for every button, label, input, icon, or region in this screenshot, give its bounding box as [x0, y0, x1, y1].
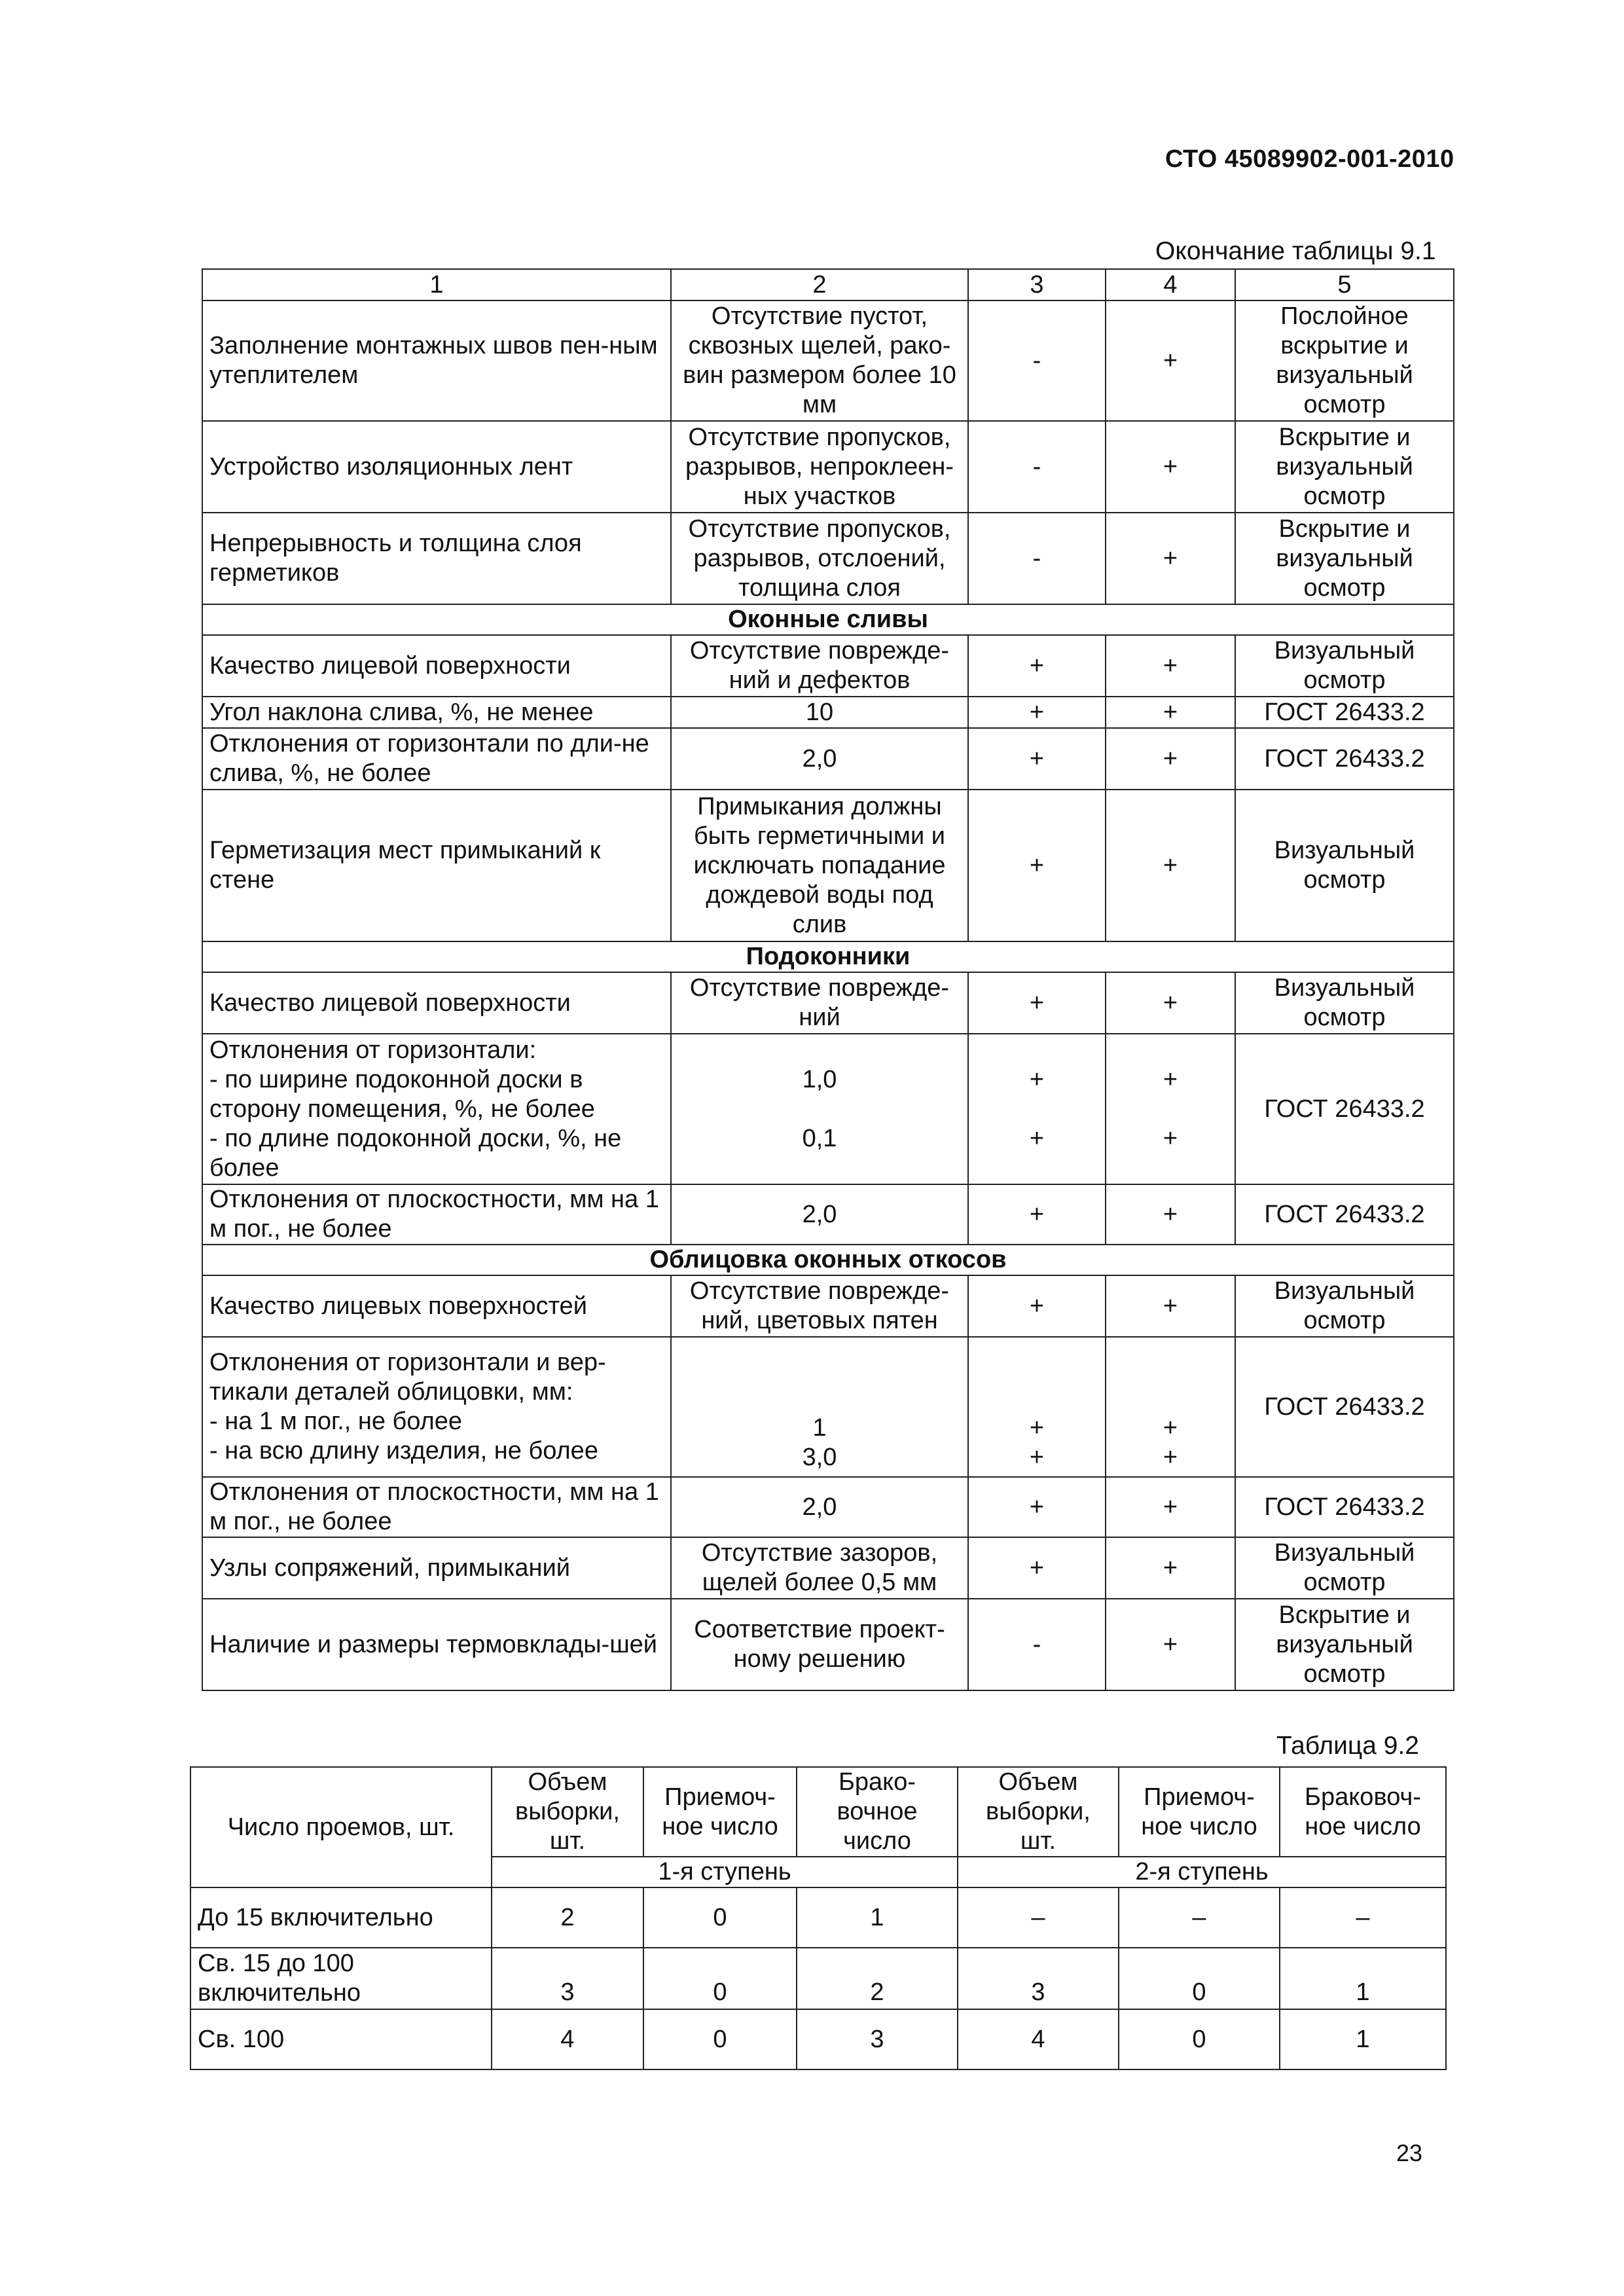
cell: Отклонения от горизонтали и вер-тикали деталей облицовки, мм: - на 1 м пог., не более - на всю длину изделия, не более — [202, 1337, 671, 1477]
table-row — [190, 1948, 1446, 2009]
cell: + + — [968, 1337, 1106, 1477]
cell: + — [968, 1477, 1106, 1537]
table-header-row — [202, 269, 1454, 301]
cell: + — [1106, 1537, 1235, 1599]
cell: Отсутствие зазоров, щелей более 0,5 мм — [671, 1537, 968, 1599]
table-row — [202, 301, 1454, 421]
cell: Визуальный осмотр — [1235, 1275, 1454, 1337]
cell: + + — [1106, 1034, 1235, 1184]
table-row — [202, 697, 1454, 728]
cell: + — [968, 1275, 1106, 1337]
cell: ГОСТ 26433.2 — [1235, 1184, 1454, 1245]
cell: Визуальный осмотр — [1235, 972, 1454, 1034]
cell: + — [968, 1184, 1106, 1245]
table-row — [202, 1184, 1454, 1245]
cell: 2 — [492, 1887, 643, 1948]
table-row — [190, 2009, 1446, 2069]
cell: ГОСТ 26433.2 — [1235, 728, 1454, 790]
page-number: 23 — [1396, 2140, 1423, 2166]
header-accept-1: Приемоч-ное число — [643, 1767, 797, 1857]
cell: Послойное вскрытие и визуальный осмотр — [1235, 301, 1454, 421]
cell: + — [968, 728, 1106, 790]
cell: + — [1106, 1184, 1235, 1245]
header-sample-1: Объем выборки, шт. — [492, 1767, 643, 1857]
header-accept-2: Приемоч-ное число — [1119, 1767, 1280, 1857]
cell: + — [1106, 1275, 1235, 1337]
stage-2-label: 2-я ступень — [958, 1857, 1446, 1887]
cell: Отсутствие поврежде-ний — [671, 972, 968, 1034]
document-code: СТО 45089902-001-2010 — [1165, 145, 1454, 173]
cell: Св. 100 — [190, 2009, 492, 2069]
cell: + — [968, 972, 1106, 1034]
cell: 0 — [1119, 2009, 1280, 2069]
header-openings: Число проемов, шт. — [190, 1767, 492, 1887]
cell: 0 — [643, 1887, 797, 1948]
cell: Наличие и размеры термовклады-шей — [202, 1599, 671, 1690]
cell: 10 — [671, 697, 968, 728]
header-reject-1: Брако-вочное число — [797, 1767, 958, 1857]
cell: 1 — [1280, 2009, 1446, 2069]
cell: + — [1106, 1599, 1235, 1690]
cell: 0 — [1119, 1948, 1280, 2009]
cell: 2,0 — [671, 728, 968, 790]
cell: 1 3,0 — [671, 1337, 968, 1477]
cell: Св. 15 до 100 включительно — [190, 1948, 492, 2009]
cell: Непрерывность и толщина слоя герметиков — [202, 513, 671, 604]
cell: Вскрытие и визуальный осмотр — [1235, 1599, 1454, 1690]
cell: 1,0 0,1 — [671, 1034, 968, 1184]
cell: Отклонения от горизонтали: - по ширине подоконной доски в сторону помещения, %, не более - по длине подоконной доски, %, не более — [202, 1034, 671, 1184]
table-row — [202, 1537, 1454, 1599]
cell: - — [968, 421, 1106, 513]
table-row — [190, 1887, 1446, 1948]
table-row — [202, 972, 1454, 1034]
cell: Визуальный осмотр — [1235, 635, 1454, 697]
cell: - — [968, 301, 1106, 421]
header-reject-2: Браковоч-ное число — [1280, 1767, 1446, 1857]
cell: Качество лицевых поверхностей — [202, 1275, 671, 1337]
table-row — [202, 728, 1454, 790]
section-row — [202, 941, 1454, 972]
cell: Отклонения от горизонтали по дли-не слива, %, не более — [202, 728, 671, 790]
cell: + — [1106, 421, 1235, 513]
table-row — [202, 790, 1454, 941]
table-header-row — [190, 1767, 1446, 1857]
cell: – — [1119, 1887, 1280, 1948]
table-9-1 — [202, 268, 1454, 1691]
cell: + — [1106, 972, 1235, 1034]
table-row — [202, 513, 1454, 604]
cell: + — [1106, 301, 1235, 421]
col-header: 4 — [1106, 269, 1235, 301]
col-header: 1 — [202, 269, 671, 301]
table-9-2 — [190, 1766, 1447, 2070]
cell: + — [1106, 728, 1235, 790]
cell: ГОСТ 26433.2 — [1235, 1477, 1454, 1537]
cell: Угол наклона слива, %, не менее — [202, 697, 671, 728]
cell: Отклонения от плоскостности, мм на 1 м пог., не более — [202, 1477, 671, 1537]
section-title: Подоконники — [202, 941, 1454, 972]
section-row — [202, 1245, 1454, 1275]
cell: + + — [1106, 1337, 1235, 1477]
cell: Качество лицевой поверхности — [202, 635, 671, 697]
table-row — [202, 635, 1454, 697]
cell: Отклонения от плоскостности, мм на 1 м пог., не более — [202, 1184, 671, 1245]
cell: 0 — [643, 2009, 797, 2069]
cell: ГОСТ 26433.2 — [1235, 697, 1454, 728]
cell: Узлы сопряжений, примыканий — [202, 1537, 671, 1599]
cell: Качество лицевой поверхности — [202, 972, 671, 1034]
cell: 4 — [492, 2009, 643, 2069]
cell: + — [968, 635, 1106, 697]
cell: + — [1106, 513, 1235, 604]
cell: 2 — [797, 1948, 958, 2009]
cell: 3 — [797, 2009, 958, 2069]
cell: Вскрытие и визуальный осмотр — [1235, 421, 1454, 513]
cell: ГОСТ 26433.2 — [1235, 1034, 1454, 1184]
header-sample-2: Объем выборки, шт. — [958, 1767, 1119, 1857]
cell: + — [1106, 635, 1235, 697]
cell: + — [968, 1537, 1106, 1599]
cell: Отсутствие поврежде-ний, цветовых пятен — [671, 1275, 968, 1337]
col-header: 2 — [671, 269, 968, 301]
cell: Визуальный осмотр — [1235, 790, 1454, 941]
col-header: 5 — [1235, 269, 1454, 301]
table-row — [202, 1599, 1454, 1690]
cell: + — [1106, 697, 1235, 728]
cell: Примыкания должны быть герметичными и исключать попадание дождевой воды под слив — [671, 790, 968, 941]
table-row — [202, 421, 1454, 513]
cell: + — [968, 697, 1106, 728]
cell: Вскрытие и визуальный осмотр — [1235, 513, 1454, 604]
cell: 0 — [643, 1948, 797, 2009]
cell: - — [968, 513, 1106, 604]
cell: + — [968, 790, 1106, 941]
cell: + — [1106, 790, 1235, 941]
cell: Отсутствие поврежде-ний и дефектов — [671, 635, 968, 697]
table-9-2-caption: Таблица 9.2 — [1276, 1732, 1419, 1760]
cell: 3 — [958, 1948, 1119, 2009]
cell: Соответствие проект-ному решению — [671, 1599, 968, 1690]
cell: ГОСТ 26433.2 — [1235, 1337, 1454, 1477]
col-header: 3 — [968, 269, 1106, 301]
cell: - — [968, 1599, 1106, 1690]
table-9-1-caption: Окончание таблицы 9.1 — [1155, 237, 1436, 265]
cell: Отсутствие пустот, сквозных щелей, рако-вин размером более 10 мм — [671, 301, 968, 421]
section-title: Облицовка оконных откосов — [202, 1245, 1454, 1275]
cell: 2,0 — [671, 1477, 968, 1537]
cell: Отсутствие пропусков, разрывов, отслоений, толщина слоя — [671, 513, 968, 604]
cell: До 15 включительно — [190, 1887, 492, 1948]
cell: – — [1280, 1887, 1446, 1948]
cell: 2,0 — [671, 1184, 968, 1245]
cell: Визуальный осмотр — [1235, 1537, 1454, 1599]
cell: Герметизация мест примыканий к стене — [202, 790, 671, 941]
cell: Отсутствие пропусков, разрывов, непроклеен-ных участков — [671, 421, 968, 513]
cell: 1 — [797, 1887, 958, 1948]
cell: + — [1106, 1477, 1235, 1537]
cell: – — [958, 1887, 1119, 1948]
cell: 1 — [1280, 1948, 1446, 2009]
cell: Устройство изоляционных лент — [202, 421, 671, 513]
table-row — [202, 1477, 1454, 1537]
cell: 4 — [958, 2009, 1119, 2069]
cell: 3 — [492, 1948, 643, 2009]
table-row — [202, 1275, 1454, 1337]
cell: Заполнение монтажных швов пен-ным утеплителем — [202, 301, 671, 421]
section-row — [202, 604, 1454, 635]
cell: + + — [968, 1034, 1106, 1184]
table-row — [202, 1034, 1454, 1184]
stage-1-label: 1-я ступень — [492, 1857, 958, 1887]
section-title: Оконные сливы — [202, 604, 1454, 635]
table-row — [202, 1337, 1454, 1477]
